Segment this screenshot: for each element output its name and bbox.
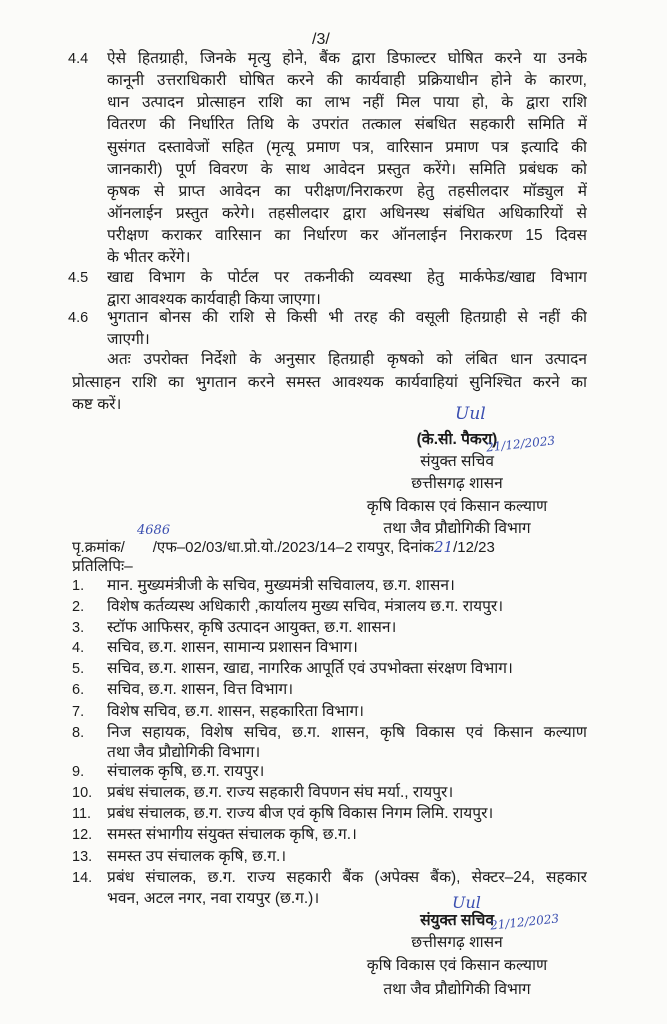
paragraph-line: के भीतर करेंगे। (107, 249, 191, 266)
signature-date: 21/12/2023 (485, 433, 556, 455)
list-item: प्रबंध संचालक, छ.ग. राज्य सहकारी विपणन संघ मर्या., रायपुर। (107, 784, 454, 801)
list-number: 13. (72, 849, 93, 865)
page-number: /3/ (312, 31, 330, 48)
list-number: 1. (72, 578, 85, 594)
signatory-department: कृषि विकास एवं किसान कल्याण (366, 498, 548, 515)
paragraph-line: जाएगी। (107, 331, 150, 348)
signatory-name: (के.सी. पैकरा) (416, 431, 498, 448)
list-number: 4. (72, 640, 85, 656)
list-number: 14. (72, 870, 93, 886)
paragraph-line: वितरण की निर्धारित तिथि के उपरांत तत्काल संबधित सहकारी समिति में (107, 116, 587, 133)
handwritten-ref-number: 4686 (137, 523, 171, 538)
list-item: समस्त उप संचालक कृषि, छ.ग.। (107, 848, 287, 865)
paragraph-line: सुसंगत दस्तावेजों सहित (मृत्यू प्रमाण पत्र, वारिसान प्रमाण पत्र इत्यादि की (107, 139, 587, 156)
signatory-department: तथा जैव प्रौद्योगिकी विभाग (383, 981, 531, 998)
closing-line: अतः उपरोक्त निर्देशो के अनुसार हितग्राही कृषको को लंबित धान उत्पादन (107, 351, 587, 368)
closing-line: प्रोत्साहन राशि का भुगतान करने समस्त आवश्यक कार्यवाहियां सुनिश्चित करने का (72, 374, 587, 391)
paragraph-line: परीक्षण कराकर वारिसान का निर्धारण कर ऑनलाईन निराकरण 15 दिवस (107, 227, 587, 244)
signatory-designation: संयुक्त सचिव (420, 453, 494, 470)
list-item: विशेष कर्तव्यस्थ अधिकारी ,कार्यालय मुख्य सचिव, मंत्रालय छ.ग. रायपुर। (107, 598, 504, 615)
signatory-government: छत्तीसगढ़ शासन (411, 475, 503, 492)
list-item: सचिव, छ.ग. शासन, सामान्य प्रशासन विभाग। (107, 639, 358, 656)
paragraph-line: द्वारा आवश्यक कार्यवाही किया जाएगा। (107, 291, 321, 308)
paragraph-line: धान उत्पादन प्रोत्साहन राशि का लाभ नहीं मिल पाया हो, के द्वारा राशि (107, 94, 587, 111)
signatory-department: कृषि विकास एवं किसान कल्याण (366, 957, 548, 974)
reference-code: /एफ–02/03/धा.प्रो.यो./2023/14–2 रायपुर, दिनांक (152, 539, 434, 556)
list-item: समस्त संभागीय संयुक्त संचालक कृषि, छ.ग.। (107, 826, 357, 843)
paragraph-number: 4.6 (68, 310, 89, 326)
paragraph-line: खाद्य विभाग के पोर्टल पर तकनीकी व्यवस्था हेतु मार्कफेड/खाद्य विभाग (107, 269, 587, 286)
reference-prefix: पृ.क्रमांक/ (72, 539, 125, 556)
reference-date: /12/23 (453, 539, 495, 556)
paragraph-number: 4.5 (68, 270, 89, 286)
closing-line: कष्ट करें। (72, 396, 122, 413)
list-number: 8. (72, 725, 85, 741)
paragraph-line: ऑनलाईन प्रस्तुत करेगे। तहसीलदार द्वारा अधिनस्थ संबंधित अधिकारियों से (107, 205, 587, 222)
signature-initials: Uul (455, 404, 486, 424)
list-number: 12. (72, 827, 93, 843)
signature-initials: Uul (452, 893, 481, 912)
signatory-government: छत्तीसगढ़ शासन (411, 934, 503, 951)
list-number: 10. (72, 785, 93, 801)
paragraph-line: जानकारी) पूर्ण विवरण के साथ आवेदन प्रस्तुत करेंगे। समिति प्रबंधक को (107, 161, 587, 178)
list-item: भवन, अटल नगर, नवा रायपुर (छ.ग.)। (107, 890, 320, 907)
paragraph-line: ऐसे हितग्राही, जिनके मृत्यु होने, बैंक द्वारा डिफाल्टर घोषित करने या उनके (107, 50, 587, 67)
list-number: 5. (72, 661, 85, 677)
list-item: तथा जैव प्रौद्योगिकी विभाग। (107, 744, 261, 761)
list-number: 3. (72, 620, 85, 636)
paragraph-line: कृषक से प्राप्त आवेदन का परीक्षण/निराकरण हेतु तहसीलदार मॉड्युल में (107, 183, 587, 200)
list-item: मान. मुख्यमंत्रीजी के सचिव, मुख्यमंत्री सचिवालय, छ.ग. शासन। (107, 577, 455, 594)
paragraph-line: भुगतान बोनस की राशि से किसी भी तरह की वसूली हितग्राही से नहीं की (107, 309, 587, 326)
list-item: निज सहायक, विशेष सचिव, छ.ग. शासन, कृषि विकास एवं किसान कल्याण (107, 724, 587, 741)
list-number: 6. (72, 682, 85, 698)
reference-line (72, 537, 495, 558)
list-number: 9. (72, 764, 85, 780)
list-item: सचिव, छ.ग. शासन, खाद्य, नागरिक आपूर्ति एवं उपभोक्ता संरक्षण विभाग। (107, 660, 513, 677)
list-item: प्रबंध संचालक, छ.ग. राज्य सहकारी बैंक (अपेक्स बैंक), सेक्टर–24, सहकार (107, 869, 587, 886)
handwritten-day: 21 (434, 538, 454, 556)
list-item: संचालक कृषि, छ.ग. रायपुर। (107, 763, 265, 780)
list-item: प्रबंध संचालक, छ.ग. राज्य बीज एवं कृषि विकास निगम लिमि. रायपुर। (107, 805, 494, 822)
list-number: 11. (72, 806, 92, 822)
list-number: 2. (72, 599, 85, 615)
list-item: स्टॉफ आफिसर, कृषि उत्पादन आयुक्त, छ.ग. शासन। (107, 619, 397, 636)
paragraph-number: 4.4 (68, 51, 89, 67)
signatory-department: तथा जैव प्रौद्योगिकी विभाग (383, 520, 531, 537)
list-number: 7. (72, 704, 85, 720)
list-item: सचिव, छ.ग. शासन, वित्त विभाग। (107, 681, 294, 698)
list-item: विशेष सचिव, छ.ग. शासन, सहकारिता विभाग। (107, 703, 365, 720)
paragraph-line: कानूनी उत्तराधिकारी घोषित करने की कार्यवाही प्रक्रियाधीन होने के कारण, (107, 72, 587, 89)
copy-to-heading: प्रतिलिपिः– (72, 558, 133, 575)
signatory-designation: संयुक्त सचिव (420, 912, 494, 929)
signature-date: 21/12/2023 (489, 911, 560, 933)
